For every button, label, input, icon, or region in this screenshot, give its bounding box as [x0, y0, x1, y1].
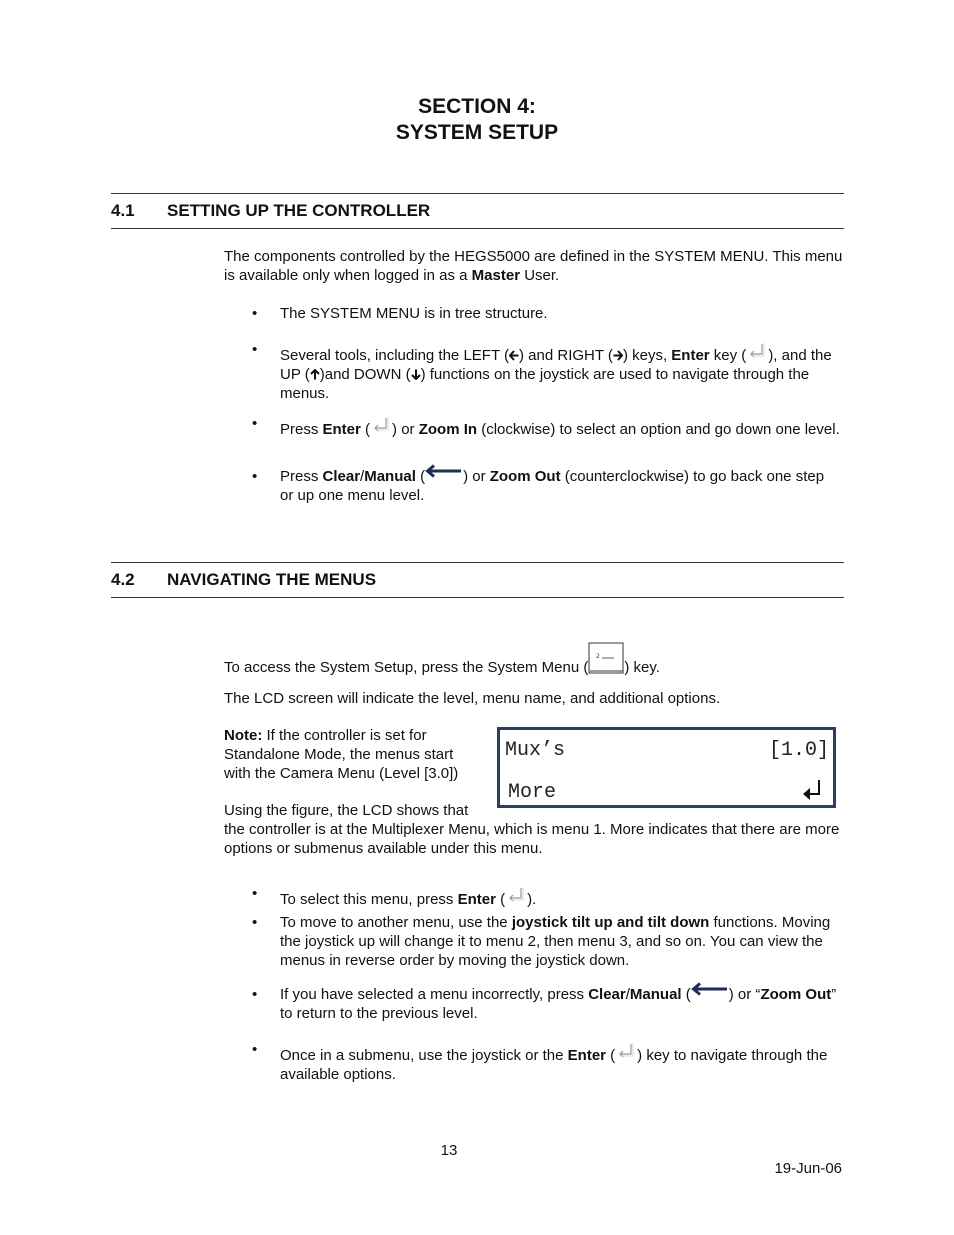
footer-date: 19-Jun-06 — [774, 1160, 842, 1177]
figure-explanation: Using the figure, the LCD shows that the controller is at the Multiplexer Menu, which is menu 1. More indicates that there are more options or submenus available under this menu. — [224, 802, 840, 857]
divider — [111, 562, 844, 563]
subsection-number: 4.2 — [111, 570, 135, 589]
lcd-display — [497, 727, 836, 808]
left-arrow-icon — [509, 350, 519, 361]
enter-icon — [370, 416, 392, 436]
divider — [111, 193, 844, 194]
note-paragraph: Note: If the controller is set for Standalone Mode, the menus start with the Camera Menu (Level [3.0]) — [224, 727, 459, 782]
lcd-enter-icon — [801, 778, 823, 800]
subsection-number: 4.1 — [111, 201, 135, 220]
subsection-title: SETTING UP THE CONTROLLER — [167, 201, 431, 220]
system-menu-key-icon — [588, 642, 624, 674]
divider — [111, 228, 844, 229]
lcd-level: [1.0] — [768, 739, 829, 762]
subsection-heading-4-1 — [111, 201, 430, 221]
note-label: Note: — [224, 727, 263, 744]
subsection-title: NAVIGATING THE MENUS — [167, 570, 377, 589]
down-arrow-icon — [411, 369, 421, 380]
enter-icon — [505, 886, 527, 906]
subsection-heading-4-2 — [111, 570, 376, 590]
section-heading — [0, 94, 954, 146]
up-arrow-icon — [310, 369, 320, 380]
divider — [111, 597, 844, 598]
svg-text:2: 2 — [596, 653, 601, 660]
lcd-description: The LCD screen will indicate the level, menu name, and additional options. — [224, 690, 721, 707]
lcd-menu-name: Mux’s — [505, 739, 566, 762]
lcd-more: More — [508, 781, 557, 804]
intro-paragraph: The components controlled by the HEGS5000 are defined in the SYSTEM MENU. This menu is available only when logged in as a Master User. — [224, 248, 843, 284]
enter-icon — [746, 342, 768, 362]
clear-manual-back-icon — [425, 464, 463, 478]
page-number: 13 — [440, 1142, 458, 1159]
clear-manual-back-icon — [691, 982, 729, 996]
section-title: SYSTEM SETUP — [395, 121, 559, 144]
right-arrow-icon — [613, 350, 623, 361]
section-number: SECTION 4: — [418, 95, 536, 118]
access-paragraph: To access the System Setup, press the System Menu ( 2 ) key. — [224, 640, 844, 686]
enter-icon — [615, 1042, 637, 1062]
